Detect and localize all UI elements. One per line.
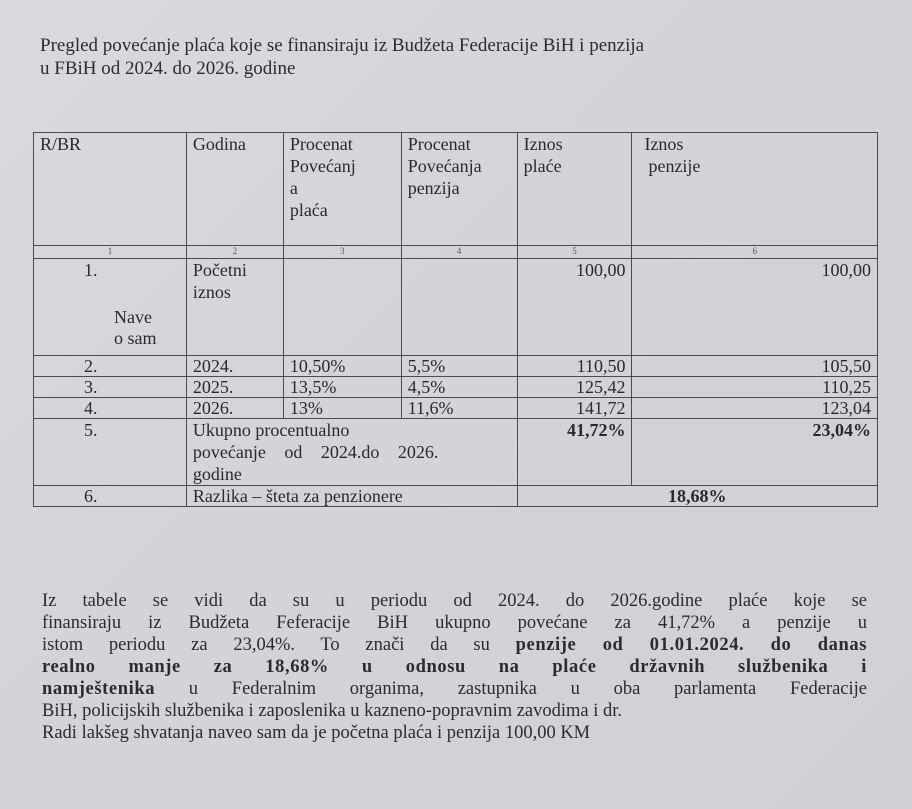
paragraph-line: Iz tabele se vidi da su u periodu od 2024. do 2026.godine plaće koje se <box>42 591 867 611</box>
cell-rbr: 5. <box>34 419 187 486</box>
col-number: 3 <box>283 246 401 259</box>
cell-procenat-penzija <box>401 259 517 356</box>
cell-procenat-placa: 13% <box>283 398 401 419</box>
paragraph-line: finansiraju iz Budžeta Feferacije BiH ukupno povećane za 41,72% a penzije u <box>42 613 867 633</box>
paragraph-line <box>42 656 867 678</box>
cell-godina: 2026. <box>186 398 283 419</box>
col-number: 5 <box>517 246 632 259</box>
header-rbr: R/BR <box>34 133 187 246</box>
table-row-difference <box>34 486 878 507</box>
bold-emphasis: namještenika <box>42 679 156 699</box>
cell-iznos-place: 141,72 <box>517 398 632 419</box>
document-title <box>40 34 860 80</box>
bold-emphasis: realno manje za 18,68% u odnosu na plaće državnih službenika i <box>42 657 867 677</box>
cell-iznos-place: 110,50 <box>517 356 632 377</box>
col-number: 1 <box>34 246 187 259</box>
cell-iznos-penzije: 100,00 <box>632 259 878 356</box>
salary-pension-table <box>33 132 878 507</box>
cell-rbr: 2. <box>34 356 187 377</box>
table-row <box>34 356 878 377</box>
cell-procenat-placa: 10,50% <box>283 356 401 377</box>
paragraph-line: BiH, policijskih službenika i zaposlenika u kazneno-popravnim zavodima i dr. <box>42 701 623 721</box>
cell-procenat-penzija: 4,5% <box>401 377 517 398</box>
title-line-2: u FBiH od 2024. do 2026. godine <box>40 58 296 79</box>
cell-difference-description: Razlika – šteta za penzionere <box>186 486 517 507</box>
cell-note: Nave o sam <box>114 307 157 348</box>
title-line-1: Pregled povećanje plaća koje se finansiraju iz Budžeta Federacije BiH i penzija <box>40 35 645 56</box>
paragraph-line: istom periodu za 23,04%. To znači da su penzije od 01.01.2024. do danas <box>42 635 867 655</box>
header-procenat-penzija: Procenat Povećanja penzija <box>401 133 517 246</box>
cell-procenat-penzija: 5,5% <box>401 356 517 377</box>
cell-iznos-place: 100,00 <box>517 259 632 356</box>
cell-rbr: 6. <box>34 486 187 507</box>
header-godina: Godina <box>186 133 283 246</box>
header-iznos-place: Iznos plaće <box>517 133 632 246</box>
header-iznos-penzije: Iznos penzije <box>632 133 878 246</box>
col-number: 4 <box>401 246 517 259</box>
cell-iznos-penzije: 123,04 <box>632 398 878 419</box>
paragraph-line: namještenika u Federalnim organima, zastupnika u oba parlamenta Federacije <box>42 679 867 699</box>
header-row <box>34 133 878 246</box>
table-row <box>34 398 878 419</box>
col-number: 2 <box>186 246 283 259</box>
cell-godina: Početni iznos <box>186 259 283 356</box>
cell-rbr: 4. <box>34 398 187 419</box>
cell-procenat-placa <box>283 259 401 356</box>
table-row-initial <box>34 259 878 356</box>
cell-rbr: 1. Nave o sam <box>34 259 187 356</box>
cell-iznos-penzije: 105,50 <box>632 356 878 377</box>
column-number-row <box>34 246 878 259</box>
cell-godina: 2025. <box>186 377 283 398</box>
paragraph-line: Radi lakšeg shvatanja naveo sam da je početna plaća i penzija 100,00 KM <box>42 723 591 743</box>
cell-iznos-penzije: 110,25 <box>632 377 878 398</box>
cell-total-description: Ukupno procentualno povećanje od 2024.do 2026. godine <box>186 419 517 486</box>
header-procenat-placa: Procenat Povećanj a plaća <box>283 133 401 246</box>
explanation-paragraph <box>42 590 867 744</box>
table-row-total <box>34 419 878 486</box>
cell-godina: 2024. <box>186 356 283 377</box>
cell-procenat-placa: 13,5% <box>283 377 401 398</box>
cell-rbr: 3. <box>34 377 187 398</box>
table-row <box>34 377 878 398</box>
bold-emphasis: penzije od 01.01.2024. do danas <box>515 635 867 655</box>
cell-penzija-total: 23,04% <box>632 419 878 486</box>
cell-difference-value: 18,68% <box>517 486 877 507</box>
cell-placa-total: 41,72% <box>517 419 632 486</box>
cell-iznos-place: 125,42 <box>517 377 632 398</box>
col-number: 6 <box>632 246 878 259</box>
cell-procenat-penzija: 11,6% <box>401 398 517 419</box>
